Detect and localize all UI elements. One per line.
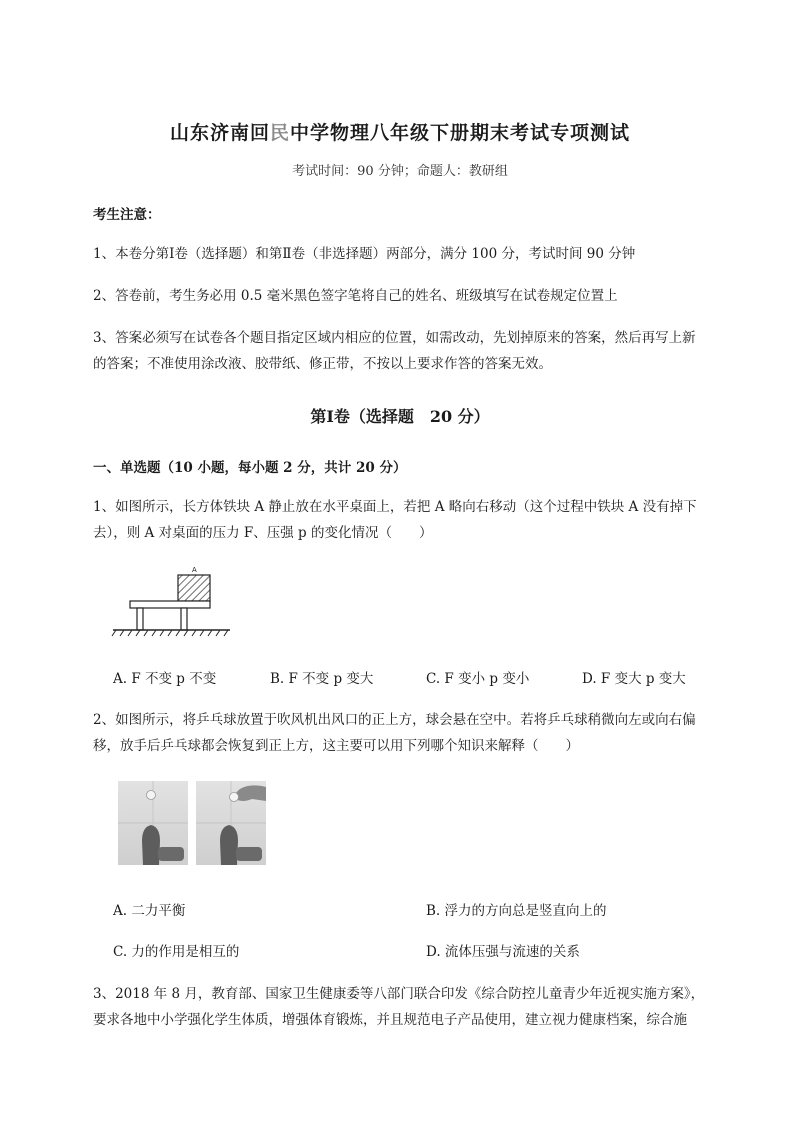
q1-option-c[interactable]: C. F 变小 p 变小 [426, 671, 530, 687]
q2-text-line-1: 2、如图所示，将乒乓球放置于吹风机出风口的正上方，球会悬在空中。若将乒乓球稍微向左或向右偏 [93, 712, 696, 728]
q2-option-c[interactable]: C. 力的作用是相互的 [113, 944, 240, 960]
section-title: 第Ⅰ卷（选择题 20 分） [310, 407, 490, 426]
q3-text-line-1: 3、2018 年 8 月，教育部、国家卫生健康委等八部门联合印发《综合防控儿童青少年近视实施方案》， [93, 986, 705, 1002]
q1-table-block-figure [110, 562, 235, 642]
q2-text-line-2: 移，放手后乒乓球都会恢复到正上方，这主要可以用下列哪个知识来解释（ ） [93, 738, 579, 754]
q1-text-line-2: 去），则 A 对桌面的压力 F、压强 p 的变化情况（ ） [93, 525, 433, 541]
exam-subtitle: 考试时间：90 分钟；命题人：教研组 [292, 164, 508, 179]
q2-photo-hand-releasing-ball [196, 781, 266, 865]
q1-text-line-1: 1、如图所示，长方体铁块 A 静止放在水平桌面上，若把 A 略向右移动（这个过程中铁块 A 没有掉下 [93, 499, 697, 515]
q2-option-a[interactable]: A. 二力平衡 [113, 903, 186, 919]
iron-block-a [178, 575, 210, 601]
notice-heading: 考生注意： [93, 207, 161, 223]
q2-photo-ball-centered [118, 781, 188, 865]
q1-option-a[interactable]: A. F 不变 p 不变 [113, 671, 217, 687]
block-label-a: A [192, 567, 197, 574]
notice-item-1: 1、本卷分第Ⅰ卷（选择题）和第Ⅱ卷（非选择题）两部分，满分 100 分，考试时间 90 分钟 [93, 246, 636, 262]
notice-item-3-line-2: 的答案；不准使用涂改液、胶带纸、修正带，不按以上要求作答的答案无效。 [93, 356, 552, 372]
notice-item-2: 2、答卷前，考生务必用 0.5 毫米黑色签字笔将自己的姓名、班级填写在试卷规定位置上 [93, 288, 618, 304]
q1-option-d[interactable]: D. F 变大 p 变大 [582, 671, 686, 687]
title-highlight-char: 民 [269, 122, 290, 144]
q2-option-b[interactable]: B. 浮力的方向总是竖直向上的 [426, 903, 607, 919]
notice-item-3-line-1: 3、答案必须写在试卷各个题目指定区域内相应的位置，如需改动，先划掉原来的答案，然后再写上新 [93, 330, 696, 346]
q1-option-b[interactable]: B. F 不变 p 变大 [270, 671, 374, 687]
page-title: 山东济南回民中学物理八年级下册期末考试专项测试 [169, 122, 631, 144]
part-heading: 一、单选题（10 小题，每小题 2 分，共计 20 分） [93, 460, 407, 476]
q3-text-line-2: 要求各地中小学强化学生体质，增强体育锻炼，并且规范电子产品使用，建立视力健康档案，综合施 [93, 1012, 687, 1028]
q2-option-d[interactable]: D. 流体压强与流速的关系 [426, 944, 580, 960]
